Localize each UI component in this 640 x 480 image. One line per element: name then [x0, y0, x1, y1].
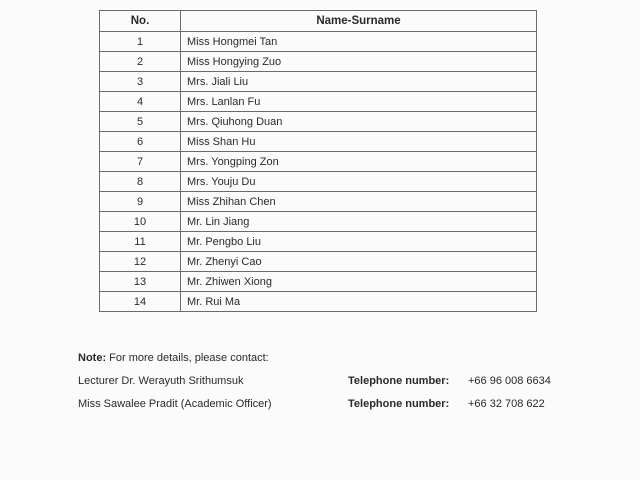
table-header-row [100, 11, 537, 32]
row-no: 13 [100, 272, 181, 292]
row-no: 9 [100, 192, 181, 212]
row-no: 4 [100, 92, 181, 112]
telephone-number: +66 96 008 6634 [468, 375, 551, 387]
note-text: For more details, please contact: [106, 352, 269, 364]
contact-name: Lecturer Dr. Werayuth Srithumsuk [78, 375, 244, 387]
table-row [100, 212, 537, 232]
row-name: Mrs. Lanlan Fu [181, 92, 537, 112]
row-no: 2 [100, 52, 181, 72]
telephone-label: Telephone number: [348, 398, 450, 410]
table-row [100, 172, 537, 192]
row-name: Miss Hongying Zuo [181, 52, 537, 72]
row-no: 14 [100, 292, 181, 312]
table-row [100, 112, 537, 132]
header-name: Name-Surname [181, 11, 537, 32]
row-no: 5 [100, 112, 181, 132]
table-row [100, 292, 537, 312]
row-no: 1 [100, 32, 181, 52]
note-label: Note: [78, 352, 107, 364]
table-row [100, 52, 537, 72]
row-no: 8 [100, 172, 181, 192]
table-row [100, 272, 537, 292]
table-row [100, 152, 537, 172]
table-row [100, 92, 537, 112]
table-row [100, 192, 537, 212]
row-name: Mrs. Yongping Zon [181, 152, 537, 172]
row-name: Miss Hongmei Tan [181, 32, 537, 52]
row-name: Mr. Zhiwen Xiong [181, 272, 537, 292]
row-no: 11 [100, 232, 181, 252]
note-line [78, 352, 269, 364]
row-name: Miss Zhihan Chen [181, 192, 537, 212]
table-row [100, 252, 537, 272]
row-no: 12 [100, 252, 181, 272]
row-no: 10 [100, 212, 181, 232]
row-name: Mr. Zhenyi Cao [181, 252, 537, 272]
contact-name: Miss Sawalee Pradit (Academic Officer) [78, 398, 272, 410]
table-row [100, 72, 537, 92]
names-table [99, 10, 537, 312]
telephone-number: +66 32 708 622 [468, 398, 545, 410]
row-name: Mr. Lin Jiang [181, 212, 537, 232]
row-name: Mrs. Jiali Liu [181, 72, 537, 92]
row-name: Mr. Pengbo Liu [181, 232, 537, 252]
row-name: Mr. Rui Ma [181, 292, 537, 312]
row-name: Miss Shan Hu [181, 132, 537, 152]
table-row [100, 32, 537, 52]
telephone-label: Telephone number: [348, 375, 450, 387]
row-name: Mrs. Youju Du [181, 172, 537, 192]
table-row [100, 132, 537, 152]
header-no: No. [100, 11, 181, 32]
row-no: 7 [100, 152, 181, 172]
row-no: 3 [100, 72, 181, 92]
row-name: Mrs. Qiuhong Duan [181, 112, 537, 132]
row-no: 6 [100, 132, 181, 152]
table-row [100, 232, 537, 252]
